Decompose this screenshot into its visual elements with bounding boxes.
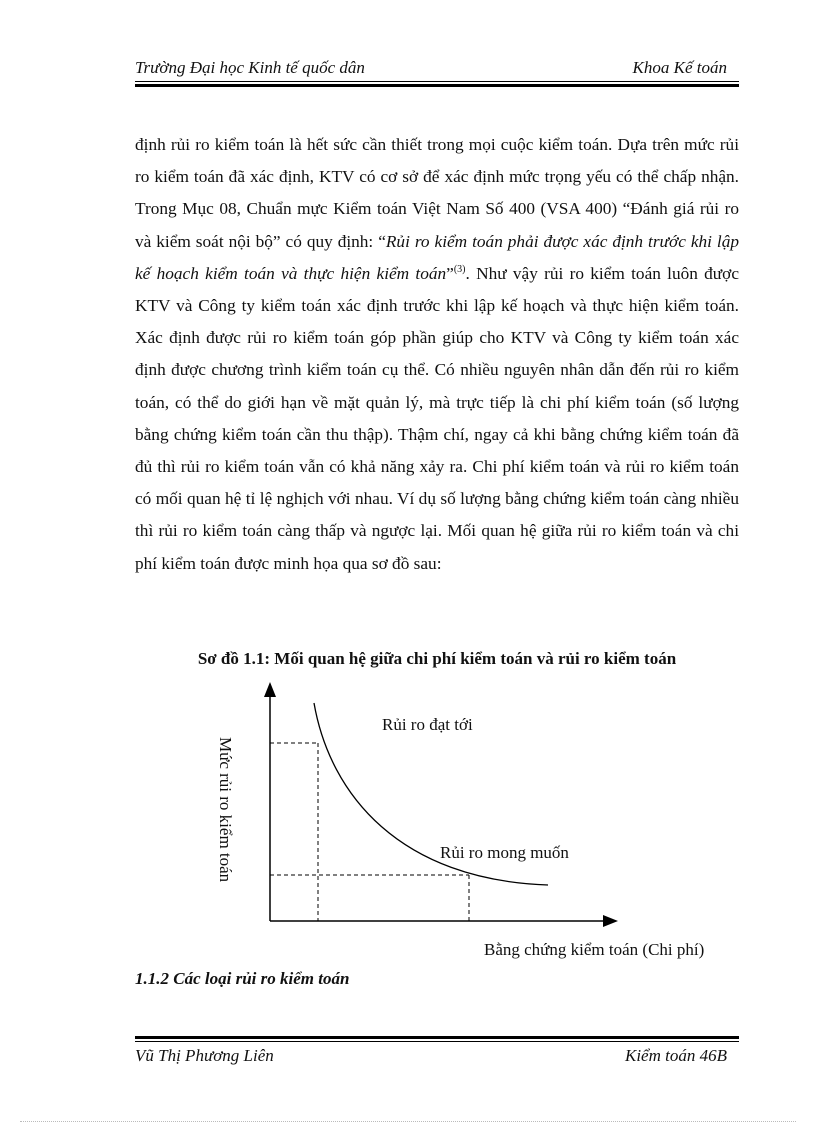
risk-cost-diagram [200,675,760,967]
body-paragraph [135,129,739,580]
header-faculty: Khoa Kế toán [632,58,727,77]
page-bottom-border [20,1121,796,1122]
label-desired-risk: Rủi ro mong muốn [440,843,569,862]
footer-rule-thick [135,1036,739,1039]
y-axis-label: Mức rủi ro kiểm toán [216,737,235,883]
footer-author: Vũ Thị Phương Liên [135,1046,274,1065]
body-quote: Rủi ro kiểm toán phải được xác định trước khi lập kế hoạch kiểm toán và thực hiện kiểm toán [135,231,739,283]
body-text-part1: định rủi ro kiểm toán là hết sức cần thiết trong mọi cuộc kiểm toán. Dựa trên mức rủi ro kiểm toán đã xác định, KTV có cơ sở để xác định mức trọng yếu có thể chấp nhận. Trong Mục 08, Chuẩn mực Kiểm toán Việt Nam Số 400 (VSA 400) “Đánh giá rủi ro và kiểm soát nội bộ” có quy định: “ [135,135,739,251]
body-text-part3: . Như vậy rủi ro kiểm toán luôn được KTV và Công ty kiểm toán xác định trước khi lập kế hoạch và thực hiện kiểm toán. Xác định được rủi ro kiểm toán góp phần giúp cho KTV và Công ty kiểm toán xác định được chương trình kiểm toán cụ thể. Có nhiều nguyên nhân dẫn đến rủi ro kiểm toán, có thể do giới hạn về mặt quản lý, mà trực tiếp là chi phí kiểm toán (số lượng bằng chứng kiểm toán cần thu thập). Thậm chí, ngay cả khi bằng chứng kiểm toán đã đủ thì rủi ro kiểm toán vẫn có khả năng xảy ra. Chi phí kiểm toán và rủi ro kiểm toán có mối quan hệ tỉ lệ nghịch với nhau. Ví dụ số lượng bằng chứng kiểm toán càng nhiều thì rủi ro kiểm toán càng thấp và ngược lại. Mối quan hệ giữa rủi ro kiểm toán và chi phí kiểm toán được minh họa qua sơ đồ sau: [135,263,739,573]
header-university: Trường Đại học Kinh tế quốc dân [135,58,365,77]
footer-class: Kiểm toán 46B [625,1046,727,1065]
x-axis-label: Bằng chứng kiểm toán (Chi phí) [484,940,705,959]
footnote-marker: (3) [453,264,466,276]
section-heading: 1.1.2 Các loại rủi ro kiểm toán [135,969,350,988]
header-rule-thick [135,84,739,87]
body-text-part2: ” [446,263,454,283]
page-footer [135,1046,739,1070]
footer-rule-thin [135,1041,739,1042]
page-header [135,56,739,80]
header-rule-thin [135,81,739,82]
label-achieved-risk: Rủi ro đạt tới [382,715,473,734]
diagram-caption: Sơ đồ 1.1: Mối quan hệ giữa chi phí kiểm toán và rủi ro kiểm toán [197,649,677,668]
